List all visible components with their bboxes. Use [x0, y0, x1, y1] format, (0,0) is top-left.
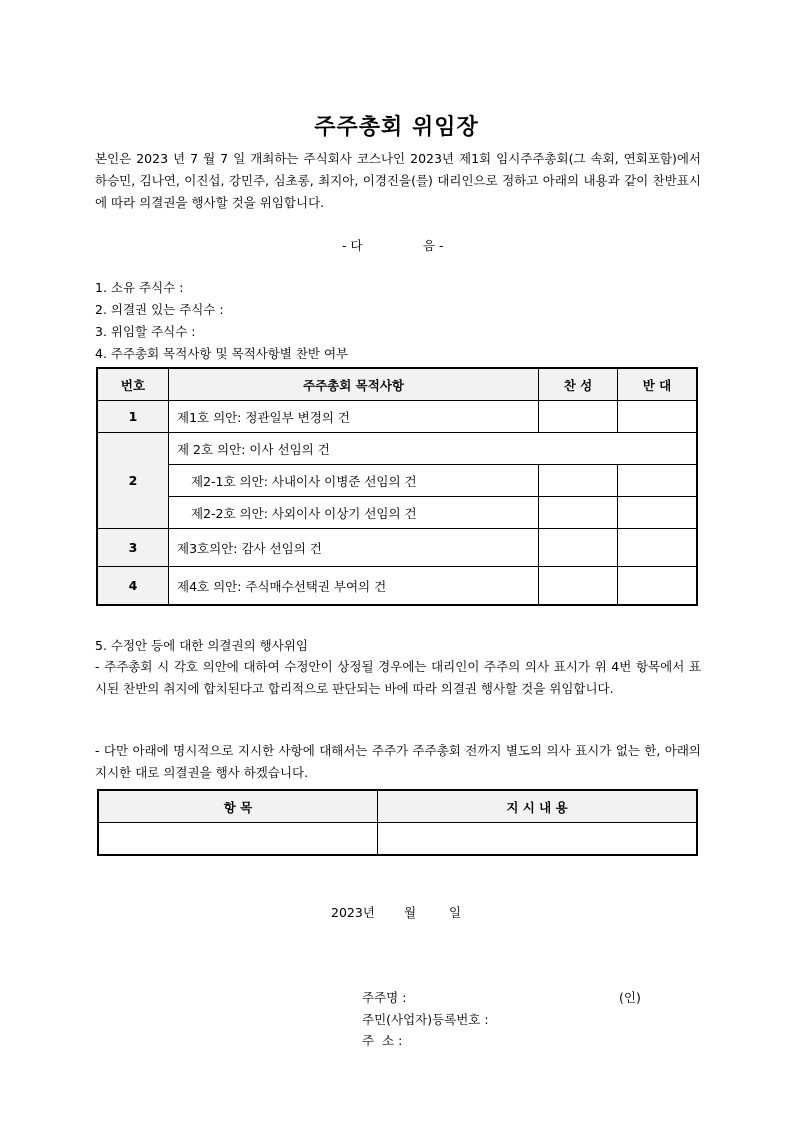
col-oppose: 반 대	[618, 368, 698, 401]
item-shares-owned: 1. 소유 주식수 :	[95, 280, 184, 295]
row-agenda: 제4호 의안: 주식매수선택권 부여의 건	[169, 567, 539, 606]
shareholder-name-label: 주주명 :	[362, 990, 407, 1005]
oppose-cell[interactable]	[618, 529, 698, 567]
intro-paragraph: 본인은 2023 년 7 월 7 일 개최하는 주식회사 코스나인 2023년 제1회 임시주주총회(그 속회, 연회포함)에서 하승민, 김나연, 이진섭, 강민주, 심초롱, 최지아, 이경진을(를) 대리인으로 정하고 아래의 내용과 같이 찬반표시에 따라 의결권을 행사할 것을 위임합니다.	[95, 151, 701, 210]
row-agenda: 제2-1호 의안: 사내이사 이병준 선임의 건	[169, 465, 539, 497]
agenda-table	[96, 367, 698, 606]
row-number: 2	[97, 433, 169, 529]
oppose-cell[interactable]	[618, 497, 698, 529]
instruction-table	[97, 789, 698, 856]
row-agenda: 제1호 의안: 정관일부 변경의 건	[169, 401, 539, 433]
col-instruction: 지 시 내 용	[378, 790, 698, 823]
col-approve: 찬 성	[539, 368, 618, 401]
section5-paragraph-2: - 다만 아래에 명시적으로 지시한 사항에 대해서는 주주가 주주총회 전까지 별도의 의사 표시가 없는 한, 아래의 지시한 대로 의결권을 행사 하겠습니다.	[95, 743, 701, 780]
agenda-header-row	[97, 368, 697, 401]
table-row	[97, 401, 697, 433]
item-cell[interactable]	[98, 823, 378, 856]
approve-cell[interactable]	[539, 529, 618, 567]
table-row	[97, 497, 697, 529]
oppose-cell[interactable]	[618, 465, 698, 497]
instruction-cell[interactable]	[378, 823, 698, 856]
address-label: 주 소 :	[362, 1033, 403, 1048]
date-year: 2023년	[331, 905, 375, 920]
registration-number-label: 주민(사업자)등록번호 :	[362, 1012, 489, 1027]
date-month: 월	[404, 905, 417, 920]
approve-cell[interactable]	[539, 465, 618, 497]
document-title: 주주총회 위임장	[314, 115, 479, 140]
row-agenda: 제3호의안: 감사 선임의 건	[169, 529, 539, 567]
table-row	[97, 465, 697, 497]
seal-mark: (인)	[619, 990, 641, 1005]
table-row	[98, 823, 697, 856]
item-delegated-shares: 3. 위임할 주식수 :	[95, 324, 196, 339]
table-row	[97, 529, 697, 567]
row-agenda: 제2-2호 의안: 사외이사 이상기 선임의 건	[169, 497, 539, 529]
heading-left: - 다	[342, 238, 363, 253]
col-agenda: 주주총회 목적사항	[169, 368, 539, 401]
oppose-cell[interactable]	[618, 401, 698, 433]
heading-right: 음 -	[423, 238, 444, 253]
approve-cell[interactable]	[539, 401, 618, 433]
section5-paragraph-1: - 주주총회 시 각호 의안에 대하여 수정안이 상정될 경우에는 대리인이 주주의 의사 표시가 위 4번 항목에서 표시된 찬반의 취지에 합치된다고 합리적으로 판단되는 바에 따라 의결권 행사할 것을 위임합니다.	[95, 659, 701, 696]
item-agenda-votes: 4. 주주총회 목적사항 및 목적사항별 찬반 여부	[95, 346, 349, 361]
table-row	[97, 567, 697, 606]
approve-cell[interactable]	[539, 497, 618, 529]
row-number: 3	[97, 529, 169, 567]
instruction-header-row	[98, 790, 697, 823]
table-row	[97, 433, 697, 465]
row-number: 1	[97, 401, 169, 433]
item-voting-shares: 2. 의결권 있는 주식수 :	[95, 302, 224, 317]
col-item: 항 목	[98, 790, 378, 823]
approve-cell[interactable]	[539, 567, 618, 606]
section5-title: 5. 수정안 등에 대한 의결권의 행사위임	[95, 638, 308, 653]
oppose-cell[interactable]	[618, 567, 698, 606]
row-number: 4	[97, 567, 169, 606]
row-agenda: 제 2호 의안: 이사 선임의 건	[169, 433, 698, 465]
date-day: 일	[449, 905, 462, 920]
col-number: 번호	[97, 368, 169, 401]
